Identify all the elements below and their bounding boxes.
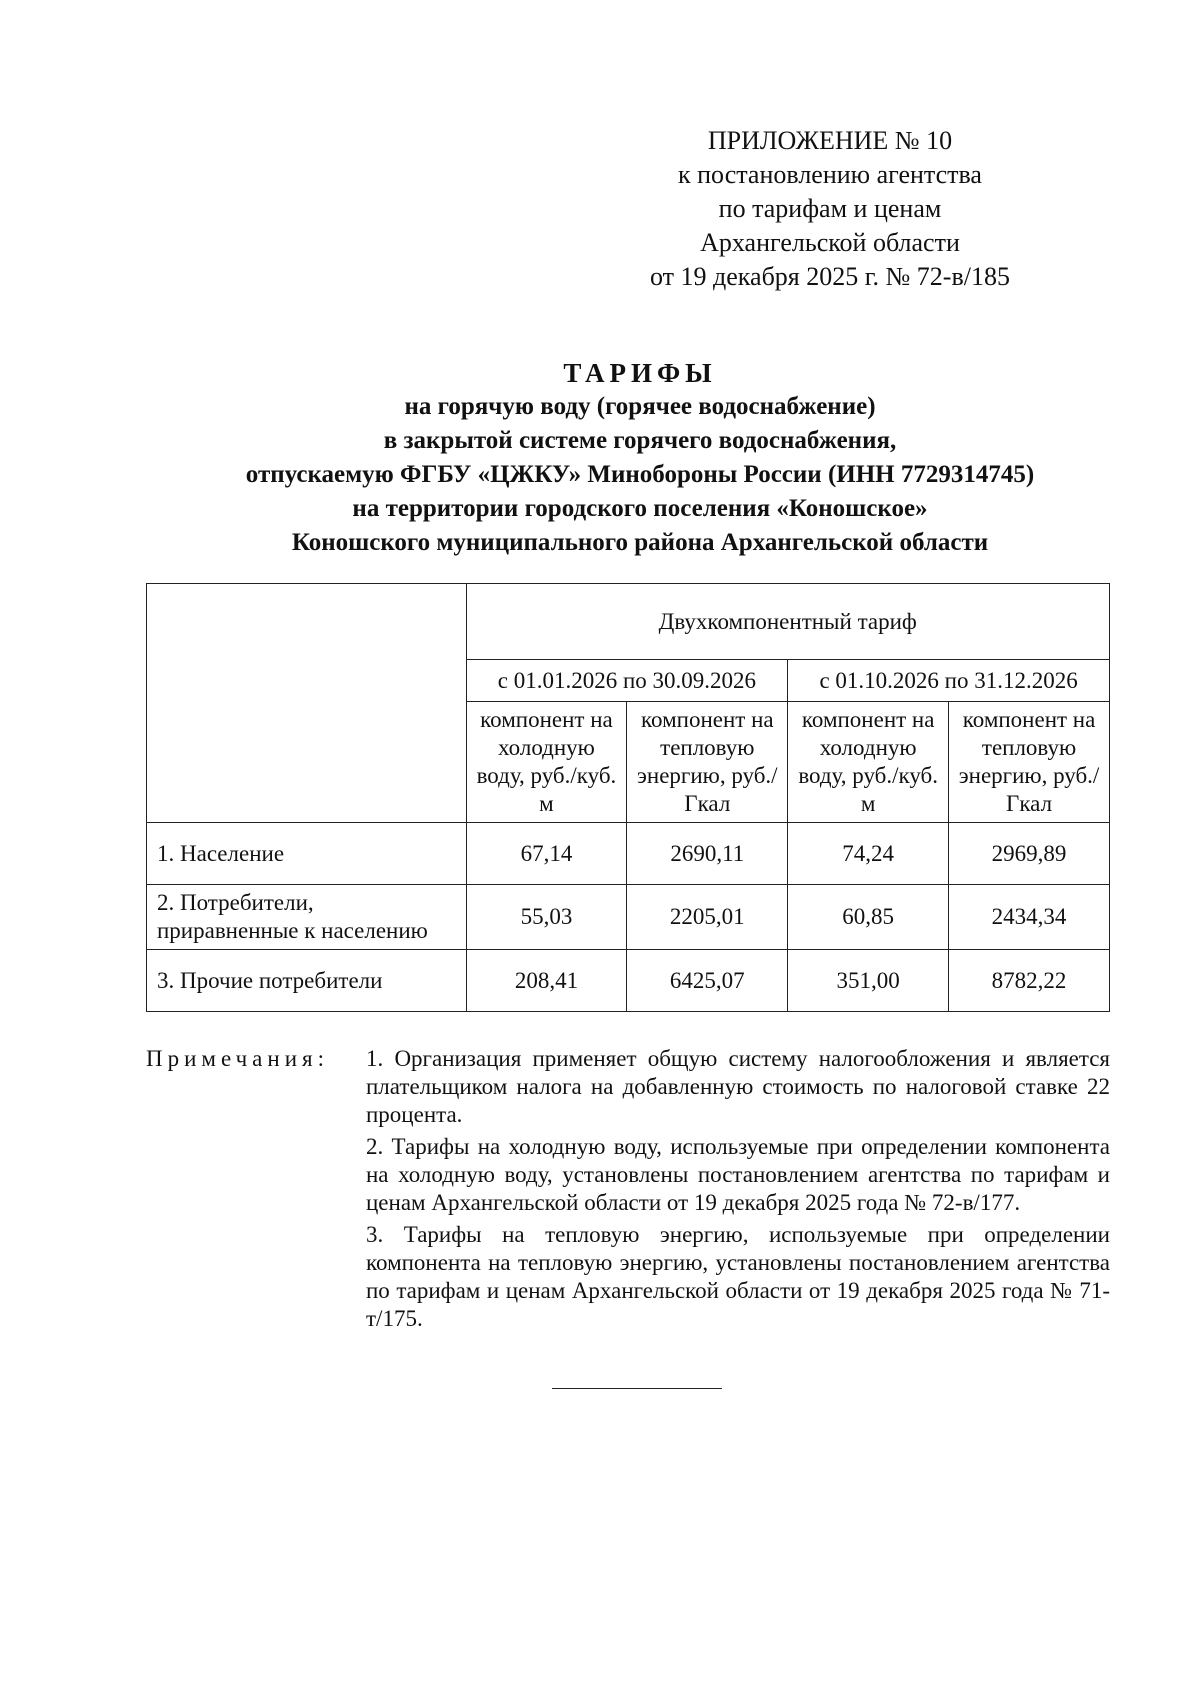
table-cell: 8782,22 bbox=[949, 950, 1110, 1012]
notes-list bbox=[366, 1045, 1110, 1337]
table-cell: 6425,07 bbox=[627, 950, 788, 1012]
component-header: компонент на холодную воду, руб./куб. м bbox=[788, 702, 949, 823]
title-main: ТАРИФЫ bbox=[563, 358, 717, 388]
table-cell: 208,41 bbox=[466, 950, 627, 1012]
note-item: 3. Тарифы на тепловую энергию, используемые при определении компонента на тепловую энергию, установлены постановлением агентства по тарифам и ценам Архангельской области от 19 декабря 2025 года № 71-т/175. bbox=[366, 1222, 1110, 1331]
table-cell: 74,24 bbox=[788, 823, 949, 885]
row-label: 1. Население bbox=[147, 823, 467, 885]
empty-header-cell bbox=[147, 584, 467, 823]
title-line: на горячую воду (горячее водоснабжение) bbox=[404, 393, 876, 420]
table-row bbox=[147, 823, 1110, 885]
appendix-line: Архангельской области bbox=[700, 228, 960, 257]
table-cell: 2690,11 bbox=[627, 823, 788, 885]
title-line: на территории городского поселения «Коношское» bbox=[352, 495, 928, 522]
tariff-table bbox=[146, 583, 1110, 1012]
group-header: Двухкомпонентный тариф bbox=[466, 584, 1109, 660]
table-cell: 2969,89 bbox=[949, 823, 1110, 885]
table-cell: 351,00 bbox=[788, 950, 949, 1012]
title-line: Коношского муниципального района Архангельской области bbox=[291, 529, 989, 556]
note-item: 1. Организация применяет общую систему налогообложения и является плательщиком налога на добавленную стоимость по налоговой ставке 22 процента. bbox=[366, 1046, 1110, 1127]
component-header: компонент на холодную воду, руб./куб. м bbox=[466, 702, 627, 823]
table-row bbox=[147, 950, 1110, 1012]
end-divider bbox=[552, 1388, 722, 1389]
appendix-line: к постановлению агентства bbox=[678, 160, 982, 189]
title-line: в закрытой системе горячего водоснабжения, bbox=[383, 427, 897, 454]
period-header: с 01.10.2026 по 31.12.2026 bbox=[788, 660, 1110, 702]
component-header: компонент на тепловую энергию, руб./Гкал bbox=[949, 702, 1110, 823]
appendix-number: ПРИЛОЖЕНИЕ № 10 bbox=[707, 126, 953, 155]
note-item: 2. Тарифы на холодную воду, используемые при определении компонента на холодную воду, установлены постановлением агентства по тарифам и ценам Архангельской области от 19 декабря 2025 года № 72-в/177. bbox=[366, 1134, 1110, 1215]
appendix-line: по тарифам и ценам bbox=[718, 194, 942, 223]
row-label: 3. Прочие потребители bbox=[147, 950, 467, 1012]
table-cell: 67,14 bbox=[466, 823, 627, 885]
appendix-date: от 19 декабря 2025 г. № 72-в/185 bbox=[650, 262, 1010, 291]
table-cell: 60,85 bbox=[788, 885, 949, 950]
document-title bbox=[150, 356, 1130, 560]
table-cell: 2434,34 bbox=[949, 885, 1110, 950]
component-header: компонент на тепловую энергию, руб./Гкал bbox=[627, 702, 788, 823]
row-label: 2. Потребители, приравненные к населению bbox=[147, 885, 467, 950]
appendix-header bbox=[620, 124, 1040, 294]
period-header: с 01.01.2026 по 30.09.2026 bbox=[466, 660, 788, 702]
table-cell: 55,03 bbox=[466, 885, 627, 950]
table-cell: 2205,01 bbox=[627, 885, 788, 950]
notes-label: Примечания: bbox=[146, 1046, 329, 1071]
title-line: отпускаемую ФГБУ «ЦЖКУ» Минобороны России (ИНН 7729314745) bbox=[245, 461, 1035, 488]
table-row bbox=[147, 885, 1110, 950]
